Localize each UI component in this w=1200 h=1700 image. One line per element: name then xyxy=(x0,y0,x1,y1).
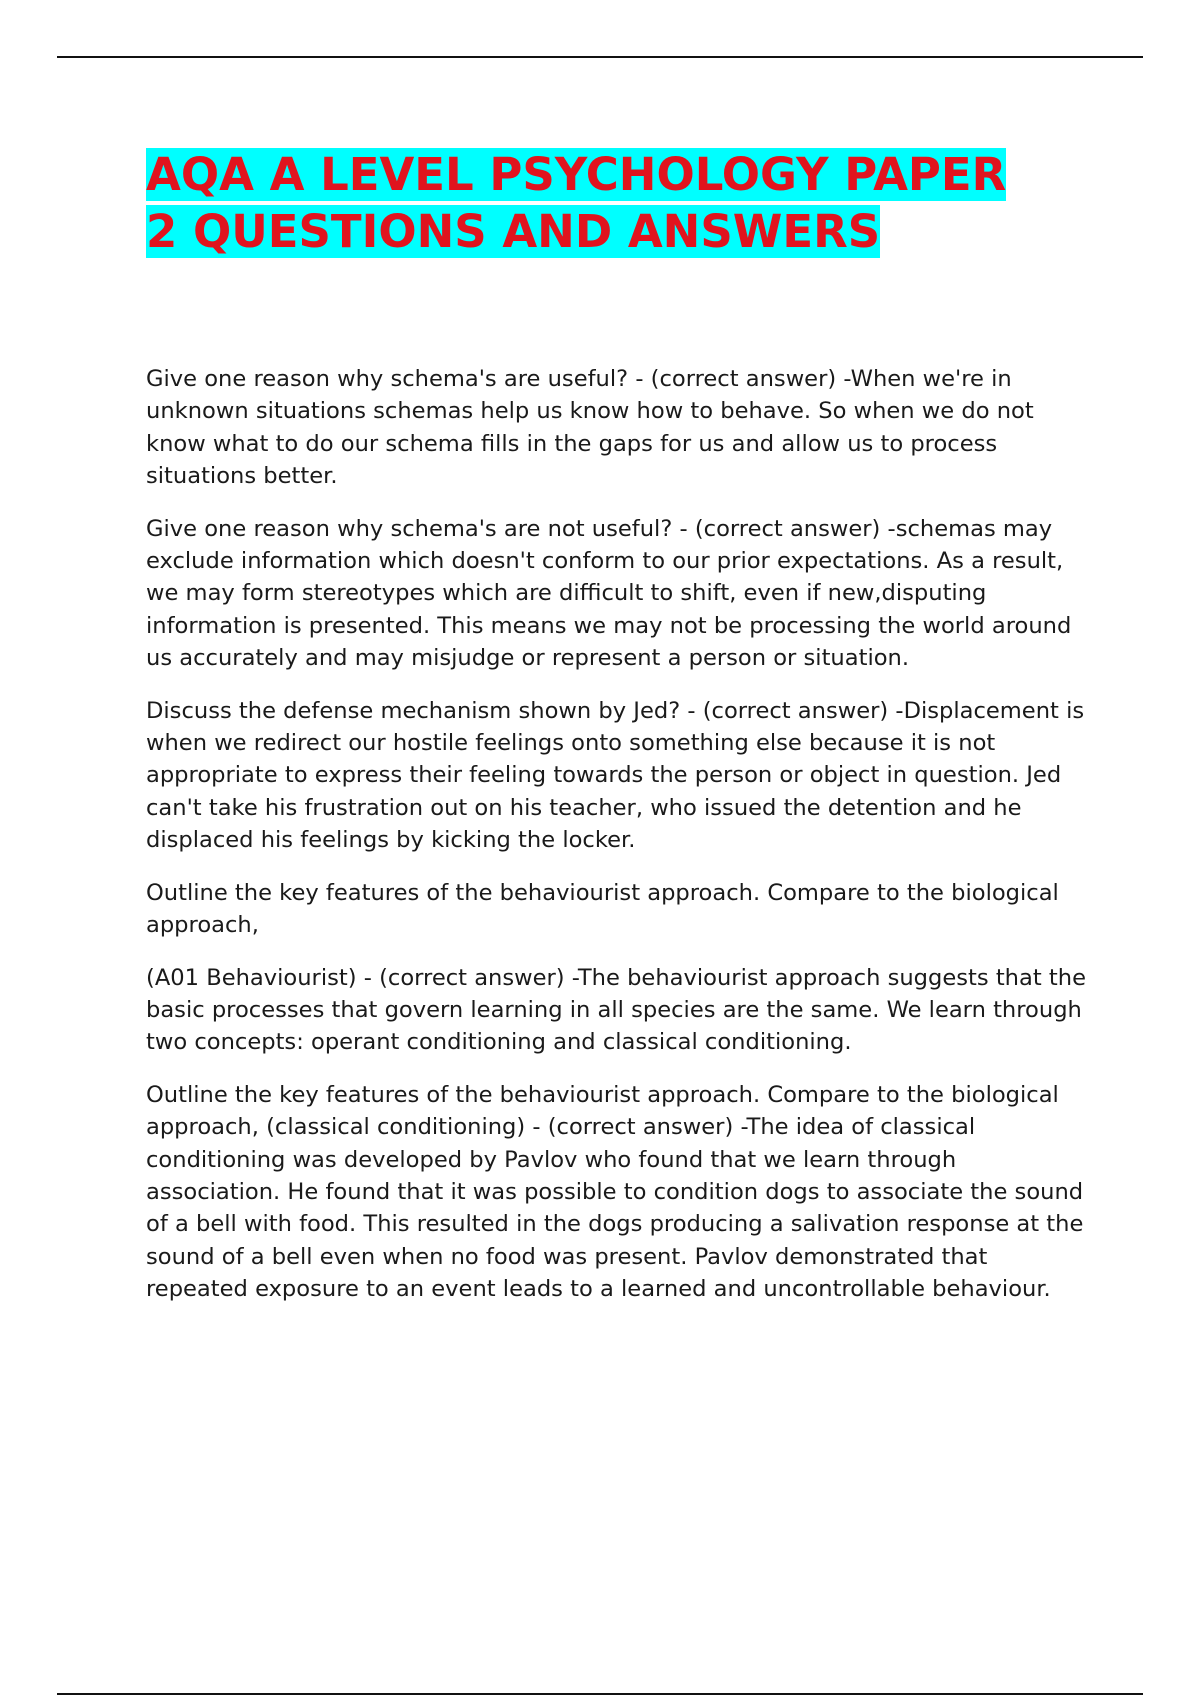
document-title xyxy=(146,146,1086,260)
qa-entry: Give one reason why schema's are useful? - (correct answer) -When we're in unknown situations schemas help us know how to behave. So when we do not know what to do our schema fills in the gaps for us and allow us to process situations better. xyxy=(146,366,1034,490)
qa-entry: Outline the key features of the behaviourist approach. Compare to the biological approach, (classical conditioning) - (correct answer) -The idea of classical conditioning was developed by Pavlov who found that we learn through association. He found that it was possible to condition dogs to associate the sound of a bell with food. This resulted in the dogs producing a salivation response at the sound of a bell even when no food was present. Pavlov demonstrated that repeated exposure to an event leads to a learned and uncontrollable behaviour. xyxy=(146,1081,1084,1303)
document-title-line-2: 2 QUESTIONS AND ANSWERS xyxy=(146,205,881,258)
qa-entry: Outline the key features of the behaviourist approach. Compare to the biological approach, xyxy=(146,879,1059,939)
footer-rule xyxy=(57,1693,1143,1695)
document-title-line-1: AQA A LEVEL PSYCHOLOGY PAPER xyxy=(146,148,1007,201)
qa-entries xyxy=(146,363,1086,1306)
qa-entry: Give one reason why schema's are not useful? - (correct answer) -schemas may exclude information which doesn't conform to our prior expectations. As a result, we may form stereotypes which are difficult to shift, even if new,disputing information is presented. This means we may not be processing the world around us accurately and may misjudge or represent a person or situation. xyxy=(146,515,1072,672)
qa-entry: (A01 Behaviourist) - (correct answer) -The behaviourist approach suggests that the basic processes that govern learning in all species are the same. We learn through two concepts: operant conditioning and classical conditioning. xyxy=(146,964,1086,1056)
document-page xyxy=(146,146,1086,1326)
header-rule xyxy=(57,56,1143,58)
qa-entry: Discuss the defense mechanism shown by Jed? - (correct answer) -Displacement is when we redirect our hostile feelings onto something else because it is not appropriate to express their feeling towards the person or object in question. Jed can't take his frustration out on his teacher, who issued the detention and he displaced his feelings by kicking the locker. xyxy=(146,697,1085,854)
